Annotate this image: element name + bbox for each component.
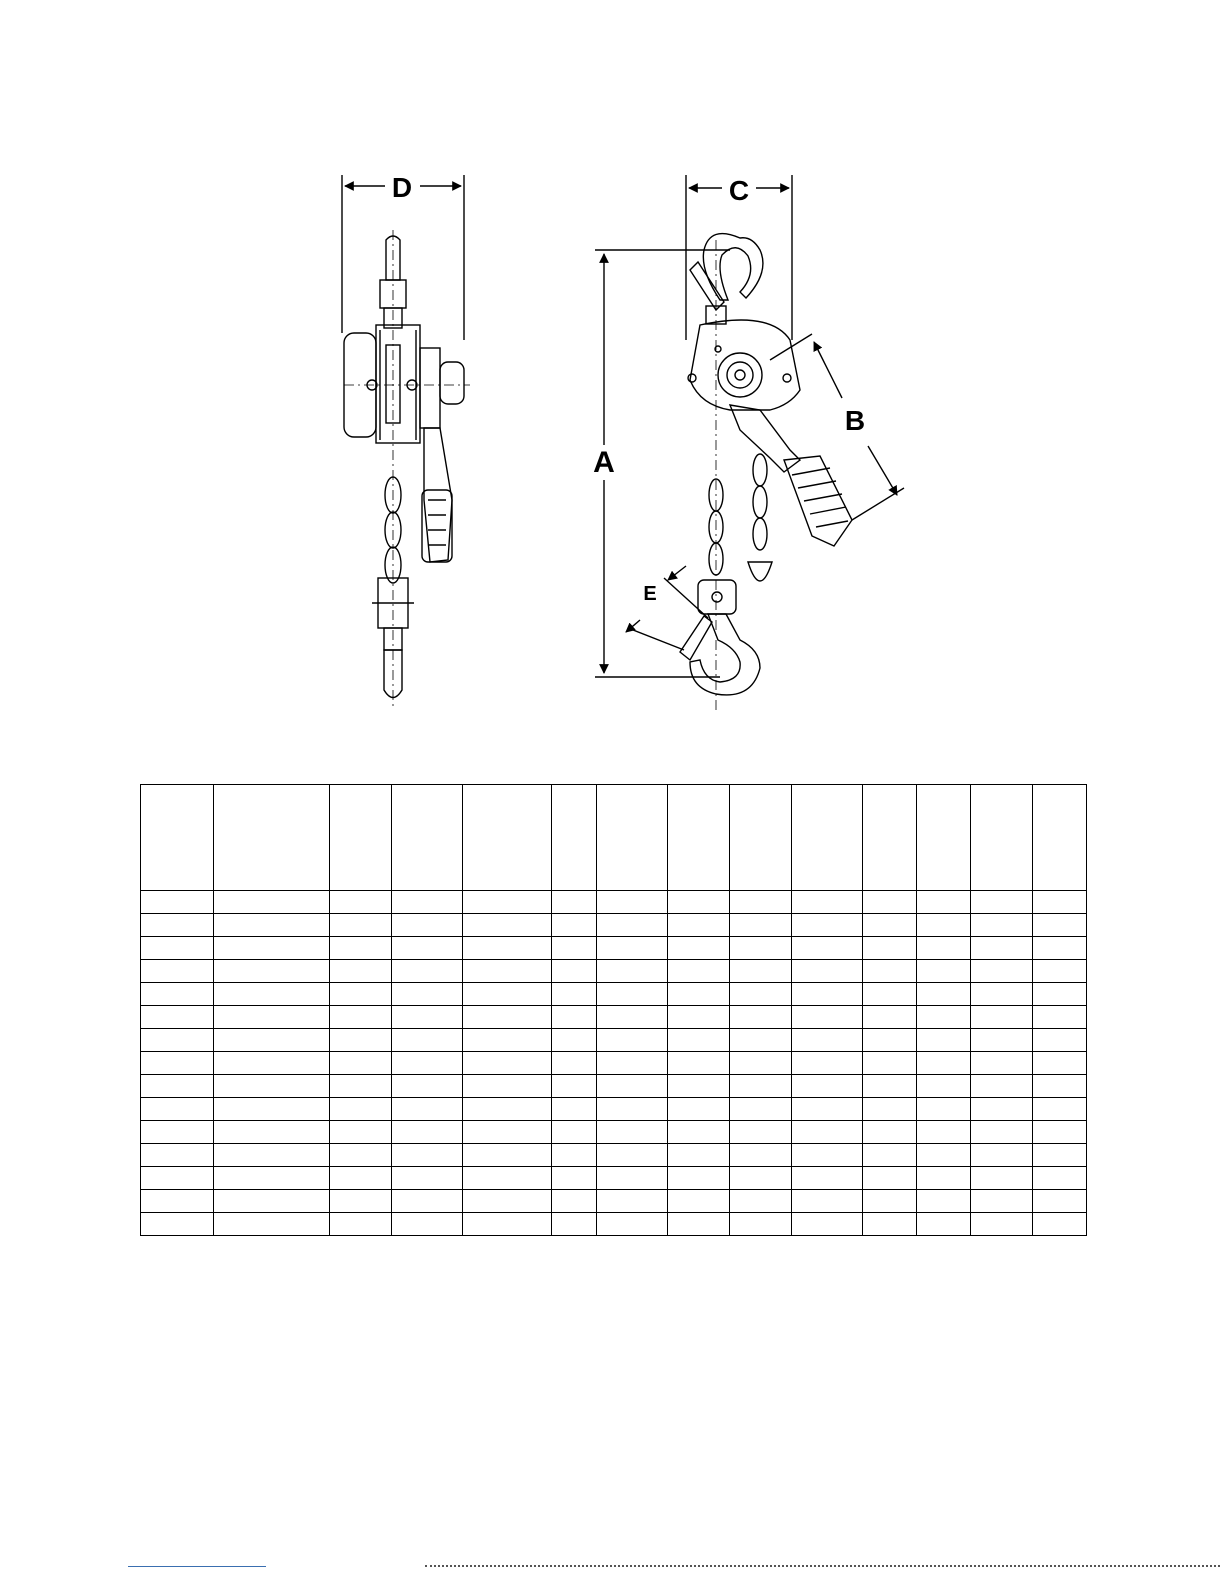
table-cell (597, 1098, 668, 1121)
table-cell (971, 983, 1033, 1006)
table-cell (552, 914, 597, 937)
hoist-technical-drawing (0, 0, 1225, 760)
table-cell (141, 1213, 214, 1236)
table-cell (971, 914, 1033, 937)
table-cell (141, 1190, 214, 1213)
table-cell (863, 891, 917, 914)
table-cell (552, 937, 597, 960)
table-cell (597, 983, 668, 1006)
table-cell (392, 1121, 463, 1144)
table-cell (463, 914, 552, 937)
table-cell (730, 983, 792, 1006)
table-row (141, 1121, 1087, 1144)
table-cell (971, 1213, 1033, 1236)
table-cell (863, 937, 917, 960)
table-cell (971, 1098, 1033, 1121)
table-cell (1033, 891, 1087, 914)
table-cell (597, 1052, 668, 1075)
dim-label-d: D (391, 172, 413, 203)
table-cell (141, 1098, 214, 1121)
table-cell (971, 1144, 1033, 1167)
table-cell (792, 1144, 863, 1167)
table-cell (552, 1167, 597, 1190)
table-cell (971, 1190, 1033, 1213)
table-cell (392, 983, 463, 1006)
table-cell (863, 1167, 917, 1190)
table-cell (668, 1213, 730, 1236)
table-cell (792, 1098, 863, 1121)
table-cell (463, 891, 552, 914)
table-cell (392, 1029, 463, 1052)
table-row (141, 891, 1087, 914)
specification-table (140, 784, 1087, 1236)
table-cell (1033, 1167, 1087, 1190)
table-cell (214, 1098, 330, 1121)
table-cell (1033, 983, 1087, 1006)
header-cell (971, 785, 1033, 891)
table-cell (668, 1006, 730, 1029)
table-cell (792, 1075, 863, 1098)
table-cell (1033, 1213, 1087, 1236)
table-cell (668, 937, 730, 960)
table-cell (1033, 937, 1087, 960)
table-cell (141, 914, 214, 937)
table-cell (463, 937, 552, 960)
table-cell (792, 1213, 863, 1236)
table-cell (917, 1029, 971, 1052)
table-cell (668, 1121, 730, 1144)
table-cell (463, 1029, 552, 1052)
table-cell (730, 1006, 792, 1029)
table-cell (863, 1075, 917, 1098)
table-cell (463, 1121, 552, 1144)
table-cell (917, 1052, 971, 1075)
table-cell (730, 960, 792, 983)
table-cell (330, 1098, 392, 1121)
table-cell (214, 1052, 330, 1075)
table-cell (552, 1144, 597, 1167)
table-cell (330, 914, 392, 937)
table-cell (392, 1213, 463, 1236)
table-cell (141, 1144, 214, 1167)
table-cell (141, 1029, 214, 1052)
table-cell (597, 1006, 668, 1029)
table-cell (917, 1121, 971, 1144)
table-cell (917, 960, 971, 983)
table-cell (463, 1190, 552, 1213)
table-cell (792, 937, 863, 960)
table-cell (1033, 1190, 1087, 1213)
table-cell (1033, 1052, 1087, 1075)
table-cell (392, 1167, 463, 1190)
table-cell (552, 1075, 597, 1098)
table-cell (552, 1190, 597, 1213)
table-cell (971, 1052, 1033, 1075)
table-cell (597, 1190, 668, 1213)
table-cell (1033, 1121, 1087, 1144)
table-cell (463, 960, 552, 983)
table-cell (863, 960, 917, 983)
table-cell (392, 1144, 463, 1167)
header-cell (792, 785, 863, 891)
table-cell (141, 1167, 214, 1190)
table-cell (668, 1098, 730, 1121)
table-cell (463, 1167, 552, 1190)
table-cell (863, 983, 917, 1006)
table-cell (730, 1075, 792, 1098)
table-cell (917, 891, 971, 914)
header-cell (730, 785, 792, 891)
table-cell (917, 1075, 971, 1098)
table-cell (730, 1029, 792, 1052)
table-cell (552, 1052, 597, 1075)
table-cell (917, 1144, 971, 1167)
table-cell (392, 1006, 463, 1029)
table-cell (214, 1121, 330, 1144)
table-cell (730, 937, 792, 960)
header-cell (1033, 785, 1087, 891)
table-cell (730, 1052, 792, 1075)
table-cell (597, 1029, 668, 1052)
table-cell (668, 1029, 730, 1052)
table-row (141, 1167, 1087, 1190)
table-cell (330, 1144, 392, 1167)
table-cell (463, 1006, 552, 1029)
table-cell (792, 891, 863, 914)
header-cell (330, 785, 392, 891)
table-row (141, 983, 1087, 1006)
table-cell (1033, 1098, 1087, 1121)
table-cell (330, 960, 392, 983)
table-cell (668, 983, 730, 1006)
table-cell (392, 960, 463, 983)
table-row (141, 1213, 1087, 1236)
table-cell (917, 983, 971, 1006)
table-cell (971, 1121, 1033, 1144)
table-cell (392, 1098, 463, 1121)
table-cell (971, 1006, 1033, 1029)
header-cell (392, 785, 463, 891)
table-cell (792, 983, 863, 1006)
table-cell (597, 937, 668, 960)
table-row (141, 960, 1087, 983)
table-cell (863, 1144, 917, 1167)
table-cell (730, 891, 792, 914)
table-cell (214, 937, 330, 960)
table-cell (214, 1006, 330, 1029)
table-cell (792, 914, 863, 937)
footer-link-underline (128, 1566, 266, 1567)
table-cell (863, 1213, 917, 1236)
header-cell (917, 785, 971, 891)
table-cell (971, 891, 1033, 914)
table-cell (214, 891, 330, 914)
table-cell (330, 891, 392, 914)
side-view (342, 175, 470, 710)
table-cell (141, 1075, 214, 1098)
table-row (141, 1052, 1087, 1075)
table-cell (392, 914, 463, 937)
table-cell (1033, 1144, 1087, 1167)
table-cell (330, 937, 392, 960)
dim-label-e: E (643, 583, 657, 605)
table-cell (971, 1167, 1033, 1190)
table-header-row (141, 785, 1087, 891)
header-cell (863, 785, 917, 891)
table-cell (863, 1052, 917, 1075)
dim-label-a: A (593, 446, 615, 479)
table-cell (668, 1075, 730, 1098)
header-cell (597, 785, 668, 891)
table-cell (214, 1144, 330, 1167)
table-cell (917, 1213, 971, 1236)
table-cell (792, 1121, 863, 1144)
table-cell (792, 1029, 863, 1052)
table-cell (597, 960, 668, 983)
table-cell (1033, 914, 1087, 937)
table-cell (214, 983, 330, 1006)
table-cell (863, 1121, 917, 1144)
table-cell (917, 937, 971, 960)
table-cell (668, 1052, 730, 1075)
header-cell (214, 785, 330, 891)
table-cell (730, 914, 792, 937)
footer-rule (425, 1565, 1220, 1567)
table-cell (392, 937, 463, 960)
header-cell (463, 785, 552, 891)
header-cell (668, 785, 730, 891)
table-cell (597, 1121, 668, 1144)
table-cell (214, 914, 330, 937)
table-cell (971, 1075, 1033, 1098)
table-cell (668, 891, 730, 914)
table-row (141, 1006, 1087, 1029)
table-cell (971, 960, 1033, 983)
table-cell (392, 891, 463, 914)
table-cell (668, 1167, 730, 1190)
table-cell (917, 1190, 971, 1213)
table-cell (552, 960, 597, 983)
table-cell (597, 1213, 668, 1236)
table-cell (141, 983, 214, 1006)
table-cell (392, 1075, 463, 1098)
table-cell (917, 1167, 971, 1190)
table-cell (792, 1167, 863, 1190)
table-row (141, 937, 1087, 960)
table-cell (330, 1052, 392, 1075)
table-cell (141, 960, 214, 983)
table-cell (792, 1052, 863, 1075)
table-cell (863, 1190, 917, 1213)
table-cell (917, 1098, 971, 1121)
dim-label-b: B (844, 405, 866, 436)
table-cell (330, 1190, 392, 1213)
table-row (141, 1029, 1087, 1052)
table-cell (730, 1098, 792, 1121)
table-cell (971, 937, 1033, 960)
table-cell (597, 1167, 668, 1190)
table-cell (668, 1190, 730, 1213)
table-cell (463, 1052, 552, 1075)
table-cell (552, 1006, 597, 1029)
table-cell (597, 1144, 668, 1167)
table-cell (597, 1075, 668, 1098)
front-view (595, 175, 904, 710)
table-cell (330, 1167, 392, 1190)
table-cell (214, 1029, 330, 1052)
table-cell (792, 960, 863, 983)
table-row (141, 914, 1087, 937)
header-cell (141, 785, 214, 891)
table-cell (214, 1213, 330, 1236)
table-cell (141, 891, 214, 914)
table-cell (330, 1075, 392, 1098)
table-cell (392, 1052, 463, 1075)
table-cell (1033, 1006, 1087, 1029)
table-cell (552, 983, 597, 1006)
table-cell (552, 1029, 597, 1052)
table-row (141, 1098, 1087, 1121)
table-cell (863, 914, 917, 937)
table-row (141, 1144, 1087, 1167)
table-cell (917, 914, 971, 937)
table-cell (792, 1190, 863, 1213)
table-cell (141, 1006, 214, 1029)
table-cell (330, 1121, 392, 1144)
table-cell (330, 983, 392, 1006)
table-cell (668, 1144, 730, 1167)
table-cell (463, 1075, 552, 1098)
table-cell (917, 1006, 971, 1029)
table-cell (863, 1006, 917, 1029)
table-cell (463, 1098, 552, 1121)
header-cell (552, 785, 597, 891)
table-cell (863, 1098, 917, 1121)
table-cell (730, 1121, 792, 1144)
table-cell (1033, 960, 1087, 983)
table-cell (552, 1213, 597, 1236)
table-cell (730, 1167, 792, 1190)
table-cell (1033, 1075, 1087, 1098)
table-cell (668, 914, 730, 937)
table-cell (214, 1190, 330, 1213)
dim-label-c: C (728, 175, 750, 206)
table-cell (463, 1144, 552, 1167)
table-cell (141, 1121, 214, 1144)
table-cell (214, 1167, 330, 1190)
table-cell (863, 1029, 917, 1052)
table-cell (330, 1029, 392, 1052)
table-cell (463, 1213, 552, 1236)
table-cell (552, 1098, 597, 1121)
table-cell (141, 1052, 214, 1075)
table-row (141, 1075, 1087, 1098)
table-cell (730, 1144, 792, 1167)
table-cell (552, 891, 597, 914)
table-cell (668, 960, 730, 983)
table-cell (141, 937, 214, 960)
table-cell (1033, 1029, 1087, 1052)
table-cell (971, 1029, 1033, 1052)
table-cell (792, 1006, 863, 1029)
table-cell (597, 914, 668, 937)
table-cell (552, 1121, 597, 1144)
table-cell (214, 960, 330, 983)
table-cell (330, 1006, 392, 1029)
table-row (141, 1190, 1087, 1213)
table-cell (730, 1190, 792, 1213)
table-cell (392, 1190, 463, 1213)
table-cell (597, 891, 668, 914)
table-cell (214, 1075, 330, 1098)
table-cell (330, 1213, 392, 1236)
table-cell (730, 1213, 792, 1236)
table-cell (463, 983, 552, 1006)
